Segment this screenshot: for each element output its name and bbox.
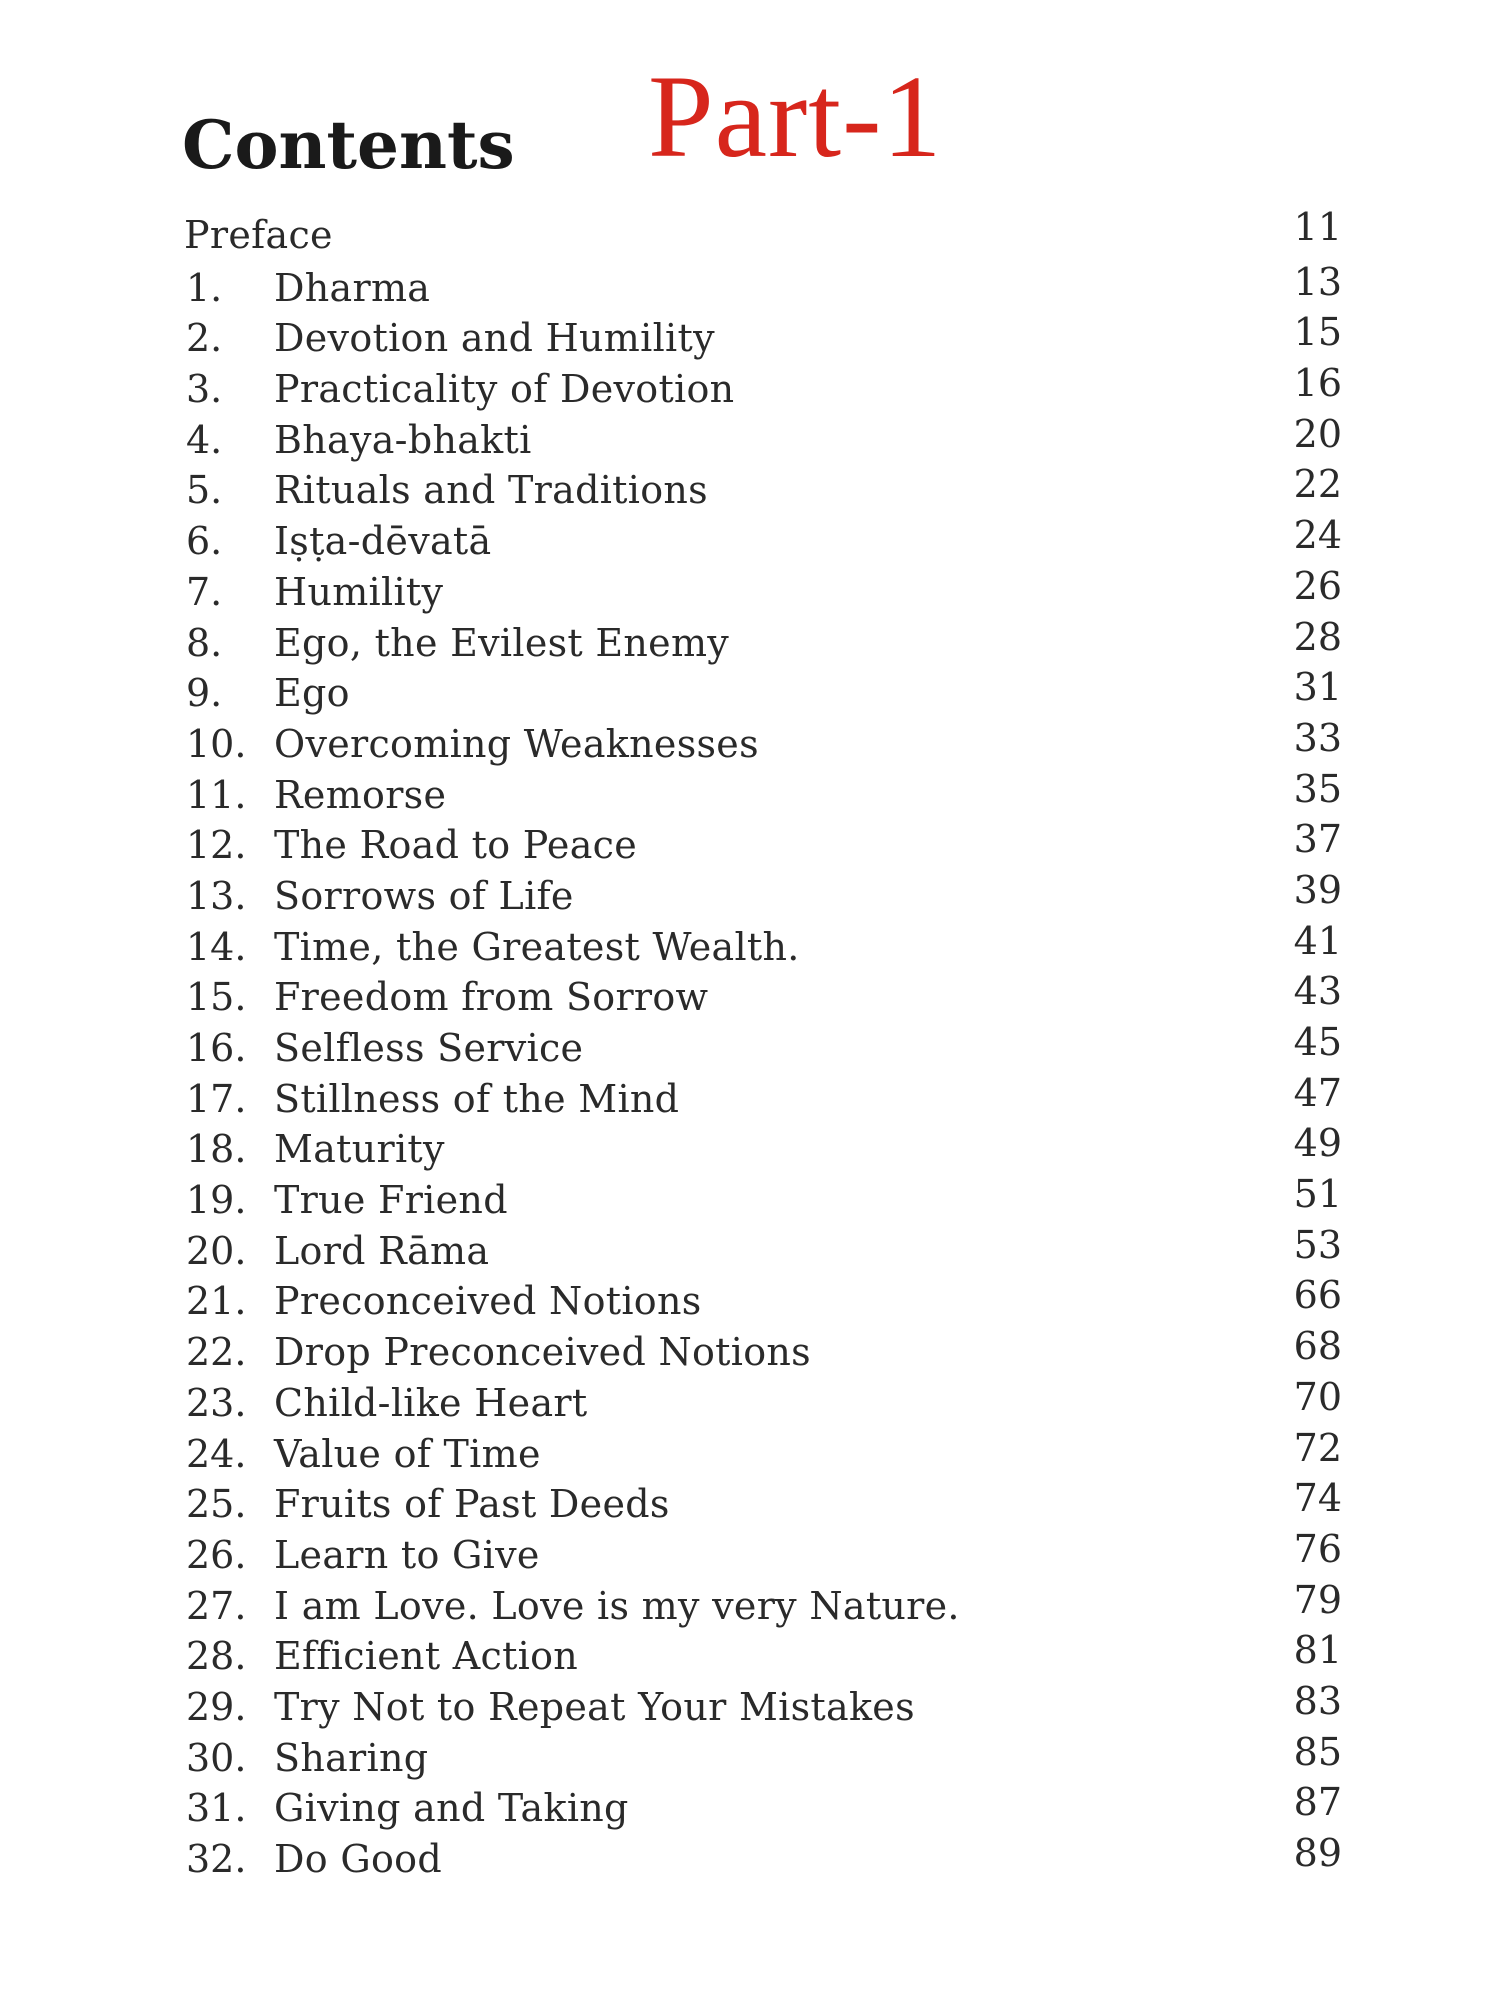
toc-entry-page: 45 bbox=[1293, 1020, 1342, 1064]
toc-entry-number: 4. bbox=[186, 417, 223, 462]
toc-entry-title: Rituals and Traditions bbox=[274, 468, 708, 513]
page-title: Contents bbox=[182, 106, 515, 184]
toc-entry bbox=[182, 561, 1342, 612]
toc-entry bbox=[182, 966, 1342, 1020]
toc-entry bbox=[182, 662, 1342, 716]
toc-entry-page: 81 bbox=[1293, 1628, 1342, 1673]
toc-entry-title: Preconceived Notions bbox=[274, 1279, 702, 1324]
chapter-list bbox=[182, 257, 1342, 1879]
toc-entry-title: True Friend bbox=[274, 1178, 508, 1223]
toc-entry-page: 31 bbox=[1293, 665, 1342, 710]
toc-entry-page: 28 bbox=[1293, 614, 1342, 659]
toc-entry-title: Selfless Service bbox=[274, 1026, 584, 1070]
toc-entry-number: 3. bbox=[186, 367, 223, 412]
toc-entry-number: 6. bbox=[186, 519, 223, 564]
toc-entry-page: 68 bbox=[1293, 1324, 1342, 1369]
toc-entry bbox=[182, 916, 1342, 967]
table-of-contents bbox=[182, 206, 1342, 1879]
toc-entry bbox=[182, 1777, 1342, 1831]
toc-entry-number: 16. bbox=[186, 1026, 247, 1070]
toc-entry-number: 10. bbox=[186, 721, 247, 766]
toc-entry-page: 66 bbox=[1293, 1273, 1342, 1318]
toc-entry-title: Stillness of the Mind bbox=[274, 1076, 680, 1121]
toc-entry-title: Try Not to Repeat Your Mistakes bbox=[274, 1684, 915, 1729]
part-label: Part-1 bbox=[648, 51, 943, 182]
toc-entry-title: Value of Time bbox=[274, 1431, 541, 1476]
toc-entry-title: Fruits of Past Deeds bbox=[274, 1482, 670, 1527]
toc-entry bbox=[182, 358, 1342, 412]
toc-entry bbox=[182, 1676, 1342, 1727]
toc-entry bbox=[182, 1727, 1342, 1778]
toc-entry-title: Overcoming Weaknesses bbox=[274, 721, 759, 766]
toc-entry bbox=[182, 1270, 1342, 1324]
toc-entry-title: Practicality of Devotion bbox=[274, 367, 735, 412]
toc-entry-page: 72 bbox=[1293, 1425, 1342, 1470]
toc-entry-page: 83 bbox=[1293, 1678, 1342, 1723]
toc-entry bbox=[182, 1220, 1342, 1271]
toc-entry-number: 11. bbox=[186, 772, 247, 817]
toc-entry-preface bbox=[182, 206, 1342, 257]
toc-entry-title: I am Love. Love is my very Nature. bbox=[274, 1583, 960, 1628]
toc-entry-page: 51 bbox=[1293, 1172, 1342, 1217]
toc-entry-page: 22 bbox=[1293, 462, 1342, 507]
toc-entry bbox=[182, 307, 1342, 361]
toc-entry-page: 39 bbox=[1293, 867, 1342, 912]
toc-entry-page: 26 bbox=[1293, 563, 1342, 608]
toc-entry-page: 11 bbox=[1293, 205, 1342, 249]
toc-entry-number: 27. bbox=[186, 1583, 247, 1628]
toc-entry-title: The Road to Peace bbox=[274, 823, 638, 868]
toc-entry-title: Devotion and Humility bbox=[274, 316, 715, 361]
toc-entry-page: 70 bbox=[1293, 1374, 1342, 1419]
toc-entry-title: Maturity bbox=[274, 1127, 445, 1172]
toc-entry-number: 12. bbox=[186, 823, 247, 868]
toc-entry-page: 24 bbox=[1293, 513, 1342, 558]
toc-entry-page: 33 bbox=[1293, 715, 1342, 760]
toc-entry bbox=[182, 1524, 1342, 1575]
toc-entry-page: 16 bbox=[1293, 361, 1342, 406]
toc-entry-number: 30. bbox=[186, 1735, 247, 1780]
toc-entry bbox=[182, 1423, 1342, 1474]
toc-entry bbox=[182, 814, 1342, 868]
toc-entry bbox=[182, 510, 1342, 564]
toc-entry-title: Remorse bbox=[274, 772, 447, 817]
toc-entry-page: 76 bbox=[1293, 1526, 1342, 1571]
toc-entry bbox=[182, 764, 1342, 815]
toc-entry-page: 35 bbox=[1293, 766, 1342, 811]
toc-entry bbox=[182, 409, 1342, 460]
toc-entry-title: Lord Rāma bbox=[274, 1228, 490, 1273]
toc-entry-title: Dharma bbox=[274, 265, 431, 310]
toc-entry-number: 15. bbox=[186, 975, 247, 1020]
toc-entry-number: 25. bbox=[186, 1482, 247, 1527]
toc-entry-title: Iṣṭa-dēvatā bbox=[274, 519, 492, 564]
toc-entry-title: Do Good bbox=[274, 1837, 442, 1881]
toc-entry-number: 23. bbox=[186, 1380, 247, 1425]
toc-entry-title: Sorrows of Life bbox=[274, 873, 574, 918]
toc-entry-number: 14. bbox=[186, 924, 247, 969]
toc-entry bbox=[182, 1372, 1342, 1423]
toc-entry-page: 15 bbox=[1293, 310, 1342, 355]
toc-entry-page: 74 bbox=[1293, 1476, 1342, 1521]
toc-entry-title: Giving and Taking bbox=[274, 1786, 629, 1831]
toc-entry-number: 5. bbox=[186, 468, 223, 513]
toc-entry-number: 29. bbox=[186, 1684, 247, 1729]
toc-entry-page: 20 bbox=[1293, 411, 1342, 456]
toc-entry-title: Sharing bbox=[274, 1735, 429, 1780]
toc-entry-title: Freedom from Sorrow bbox=[274, 975, 709, 1020]
toc-entry bbox=[182, 257, 1342, 308]
toc-entry-title: Child-like Heart bbox=[274, 1380, 588, 1425]
toc-entry-title: Ego bbox=[274, 671, 350, 716]
toc-entry-title: Preface bbox=[184, 213, 333, 257]
toc-entry-page: 47 bbox=[1293, 1070, 1342, 1115]
toc-entry-number: 19. bbox=[186, 1178, 247, 1223]
toc-entry-page: 43 bbox=[1293, 969, 1342, 1014]
toc-entry-number: 22. bbox=[186, 1330, 247, 1375]
toc-entry-number: 9. bbox=[186, 671, 223, 716]
toc-entry-page: 87 bbox=[1293, 1780, 1342, 1825]
toc-entry bbox=[182, 1118, 1342, 1172]
toc-entry-number: 7. bbox=[186, 569, 223, 614]
toc-entry-title: Learn to Give bbox=[274, 1532, 540, 1577]
toc-entry-number: 8. bbox=[186, 620, 223, 665]
toc-entry-number: 21. bbox=[186, 1279, 247, 1324]
toc-entry bbox=[182, 612, 1342, 663]
toc-entry-page: 49 bbox=[1293, 1121, 1342, 1166]
toc-entry-title: Ego, the Evilest Enemy bbox=[274, 620, 730, 665]
toc-entry-number: 28. bbox=[186, 1634, 247, 1679]
toc-entry-number: 20. bbox=[186, 1228, 247, 1273]
toc-entry bbox=[182, 1828, 1342, 1879]
toc-entry bbox=[182, 713, 1342, 764]
toc-entry-page: 53 bbox=[1293, 1222, 1342, 1267]
toc-entry-title: Drop Preconceived Notions bbox=[274, 1330, 811, 1375]
toc-entry-title: Humility bbox=[274, 569, 444, 614]
toc-entry-number: 26. bbox=[186, 1532, 247, 1577]
toc-entry bbox=[182, 1017, 1342, 1068]
toc-entry-page: 37 bbox=[1293, 817, 1342, 862]
toc-entry-page: 13 bbox=[1293, 259, 1342, 304]
toc-entry bbox=[182, 1321, 1342, 1375]
toc-entry bbox=[182, 865, 1342, 916]
toc-entry-page: 79 bbox=[1293, 1577, 1342, 1622]
toc-entry-title: Time, the Greatest Wealth. bbox=[274, 924, 800, 969]
toc-entry bbox=[182, 1473, 1342, 1527]
toc-entry bbox=[182, 1068, 1342, 1119]
toc-entry-number: 18. bbox=[186, 1127, 247, 1172]
toc-entry-title: Bhaya-bhakti bbox=[274, 417, 532, 462]
toc-entry-title: Efficient Action bbox=[274, 1634, 579, 1679]
toc-entry bbox=[182, 1169, 1342, 1223]
toc-entry-page: 85 bbox=[1293, 1729, 1342, 1774]
toc-entry bbox=[182, 1625, 1342, 1679]
toc-entry-number: 31. bbox=[186, 1786, 247, 1831]
toc-entry-page: 41 bbox=[1293, 918, 1342, 963]
toc-entry-number: 1. bbox=[186, 265, 223, 310]
toc-entry bbox=[182, 1575, 1342, 1626]
toc-entry-number: 2. bbox=[186, 316, 223, 361]
toc-entry-number: 24. bbox=[186, 1431, 247, 1476]
toc-entry-number: 13. bbox=[186, 873, 247, 918]
toc-entry-number: 17. bbox=[186, 1076, 247, 1121]
toc-entry-number: 32. bbox=[186, 1837, 247, 1881]
toc-entry-page: 89 bbox=[1293, 1831, 1342, 1875]
toc-entry bbox=[182, 459, 1342, 513]
